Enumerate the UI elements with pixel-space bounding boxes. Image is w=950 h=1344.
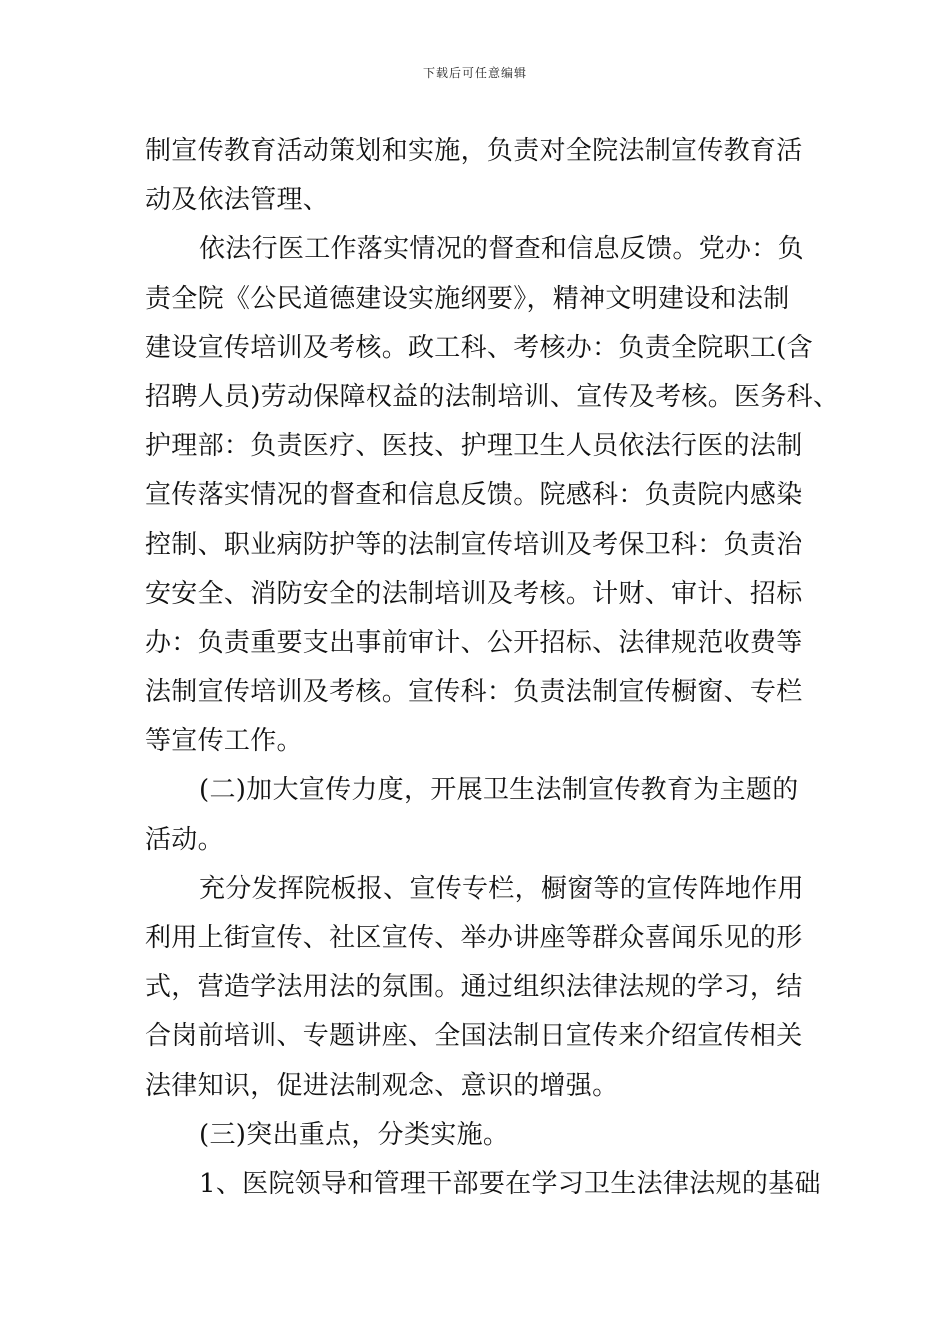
text-line: 1、医院领导和管理干部要在学习卫生法律法规的基础 [199,1168,821,1199]
text-line: (三)突出重点，分类实施。 [199,1119,510,1150]
text-line: 式，营造学法用法的氛围。通过组织法律法规的学习，结 [145,972,803,1003]
text-line: 法制宣传培训及考核。宣传科：负责法制宣传橱窗、专栏 [145,677,803,708]
text-line: 建设宣传培训及考核。政工科、考核办：负责全院职工(含 [145,332,813,363]
text-line: 安安全、消防安全的法制培训及考核。计财、审计、招标 [145,578,803,609]
text-line: 活动。 [145,824,224,855]
text-line: 利用上街宣传、社区宣传、举办讲座等群众喜闻乐见的形 [145,923,803,953]
text-line: 宣传落实情况的督查和信息反馈。院感科：负责院内感染 [145,480,803,511]
text-line: 招聘人员)劳动保障权益的法制培训、宣传及考核。医务科、 [145,381,840,412]
text-line: (二)加大宣传力度，开展卫生法制宣传教育为主题的 [199,775,799,806]
text-line: 制宣传教育活动策划和实施，负责对全院法制宣传教育活 [145,136,803,166]
text-line: 责全院《公民道德建设实施纲要》，精神文明建设和法制 [145,283,790,314]
text-line: 护理部：负责医疗、医技、护理卫生人员依法行医的法制 [145,431,803,462]
text-line: 等宣传工作。 [145,726,303,757]
text-line: 依法行医工作落实情况的督查和信息反馈。党办：负 [199,234,804,265]
text-line: 办：负责重要支出事前审计、公开招标、法律规范收费等 [145,627,803,658]
document-body [145,127,840,1209]
text-line: 动及依法管理、 [145,185,330,216]
text-line: 法律知识，促进法制观念、意识的增强。 [145,1070,619,1101]
page-header: 下载后可任意编辑 [422,66,527,80]
text-line: 充分发挥院板报、宣传专栏，橱窗等的宣传阵地作用 [199,873,804,904]
text-line: 控制、职业病防护等的法制宣传培训及考保卫科：负责治 [145,529,803,560]
text-line: 合岗前培训、专题讲座、全国法制日宣传来介绍宣传相关 [145,1021,803,1052]
